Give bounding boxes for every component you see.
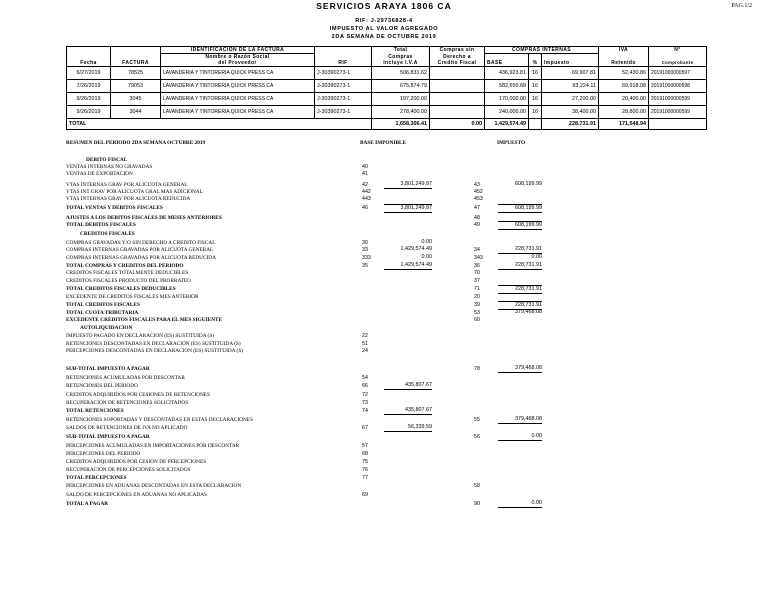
summary-line-code: 442 <box>362 189 371 195</box>
summary-line-label: CREDITOS FISCALES PRODUCTO DEL PRORRATEO <box>66 278 191 284</box>
cell-impuesto: 93,224.11 <box>542 80 599 93</box>
summary-line-label: COMPRAS GRAVADAS Y/O SIN DERECHO A CREDITO FISCAL <box>66 240 216 246</box>
cell-rif: J-30390273-1 <box>315 93 372 106</box>
header-rif: RIF <box>315 60 372 67</box>
summary-line-label: AJUSTES A LOS DEBITOS FISCALES DE MESES ANTERIORES <box>66 215 222 221</box>
summary-line-code2: 58 <box>474 483 480 489</box>
summary-line-code: 54 <box>362 375 368 381</box>
summary-line-label: VENTAS INTERNAS NO GRAVADAS <box>66 164 153 170</box>
summary-line-label: TOTAL PERCEPCIONES <box>66 475 127 481</box>
summary-line-label: PERCEPCIONES DESCONTADAS EN DECLARACION (ES) SUSTITUIDA (S) <box>66 348 244 354</box>
summary-line-code2: 452 <box>474 189 483 195</box>
cell-pct: 16 <box>529 67 542 80</box>
summary-line-code: 35 <box>362 263 368 269</box>
summary-line-impuesto: 608,199.99 <box>515 181 542 187</box>
summary-line-code: 443 <box>362 196 371 202</box>
rif-line: RIF: J-29736828-4 <box>355 18 413 24</box>
header-proveedor: del Proveedor <box>161 60 315 67</box>
cell-base: 582,650.68 <box>485 80 529 93</box>
summary-line-code: 30 <box>362 240 368 246</box>
summary-line-label: SALDOS DE RETENCIONES DE IVA NO APLICADO <box>66 425 188 431</box>
summary-line-label: TOTAL RETENCIONES <box>66 408 124 414</box>
summary-line-label: PERCEPCIONES ACUMULADAS EN IMPORTACIONES POR DESCONTAR <box>66 443 240 449</box>
summary-line-impuesto: 608,199.99 <box>498 221 542 230</box>
summary-line-label: RETENCIONES DESCONTADAS EN DECLARACION (ES) SUSTITUIDA (S) <box>66 341 241 347</box>
totals-row <box>67 119 707 130</box>
summary-line-impuesto: 228,731.91 <box>498 262 542 270</box>
cell-fecha: 9/26/2019 <box>67 106 111 119</box>
summary-line-code2: 60 <box>474 317 480 323</box>
cell-proveedor: LAVANDERIA Y TINTORERIA QUICK PRESS CA <box>161 93 315 106</box>
cell-fecha: 6/27/2019 <box>67 67 111 80</box>
header-derecho: Derecho a <box>430 54 485 61</box>
report-period: 2DA SEMANA DE OCTUBRE 2019 <box>331 34 437 40</box>
cell-retenido: 69,918.08 <box>599 80 649 93</box>
summary-line-code2: 56 <box>474 434 480 440</box>
header-incluye: incluye I.V.A <box>372 60 430 67</box>
header-base: BASE <box>485 60 529 67</box>
cell-fecha: 9/26/2019 <box>67 93 111 106</box>
header-num: N° <box>649 47 707 54</box>
summary-line-code: 57 <box>362 443 368 449</box>
summary-line-code2: 70 <box>474 270 480 276</box>
cell-retenido: 28,800.00 <box>599 106 649 119</box>
summary-line-label: COMPRAS INTERNAS GRAVADAS POR ALICUOTA GENERAL <box>66 247 214 253</box>
cell-rif: J-30390273-1 <box>315 67 372 80</box>
header-nombre: Nombre o Razón Social <box>161 54 315 61</box>
summary-line-code2: 20 <box>474 294 480 300</box>
summary-line-code: 40 <box>362 164 368 170</box>
header-impuesto: Impuesto <box>542 60 599 67</box>
summary-line-label: SALDO DE PERCEPCIONES EN ADUANAS NO APLICADAS <box>66 492 207 498</box>
cell-fecha: 7/26/2019 <box>67 80 111 93</box>
summary-title: RESUMEN DEL PERIODO 2DA SEMANA OCTUBRE 2019 <box>66 140 206 146</box>
summary-line-base: 3,801,249.97 <box>384 181 432 189</box>
summary-line-label: EXCEDENTE DE CREDITOS FISCALES MES ANTERIOR <box>66 294 199 300</box>
summary-line-label: TOTAL A PAGAR <box>66 501 109 507</box>
summary-line-code2: 78 <box>474 366 480 372</box>
summary-line-label: SUB-TOTAL IMPUESTO A PAGAR <box>66 434 150 440</box>
cell-retenido: 20,400.00 <box>599 93 649 106</box>
totals-sin-derecho: 0.00 <box>430 119 485 130</box>
cell-base: 170,000.00 <box>485 93 529 106</box>
cell-rif: J-30390273-1 <box>315 106 372 119</box>
summary-line-code2: 34 <box>474 247 480 253</box>
table-header-row-1 <box>67 47 707 54</box>
header-total: Total <box>372 47 430 54</box>
cell-comprobante: 20191000000598 <box>649 80 707 93</box>
cell-pct: 16 <box>529 80 542 93</box>
header-compras: Compras <box>372 54 430 61</box>
cell-retenido: 52,430.86 <box>599 67 649 80</box>
summary-line-label: RETENCIONES SOPORTADAS Y DESCONTADAS EN ESTAS DECLARACIONES <box>66 417 253 423</box>
summary-line-impuesto: 379,468.08 <box>515 309 542 315</box>
summary-line-label: EXCEDENTE CREDITOS FISCALES PARA EL MES SIGUIENTE <box>66 317 223 323</box>
summary-line-impuesto: 608,199.99 <box>498 204 542 213</box>
header-compras-sin: Compras sin <box>430 47 485 54</box>
summary-line-base: 0.00 <box>421 239 432 245</box>
cell-sin-derecho <box>430 80 485 93</box>
summary-line-label: TOTAL CREDITOS FISCALES <box>66 302 140 308</box>
summary-line-base: 1,429,574.49 <box>384 262 432 270</box>
header-retenido: Retenido <box>599 60 649 67</box>
cell-sin-derecho <box>430 106 485 119</box>
summary-line-code: 41 <box>362 171 368 177</box>
summary-line-code2: 55 <box>474 417 480 423</box>
summary-line-code: 77 <box>362 475 368 481</box>
header-compras-internas: COMPRAS INTERNAS <box>485 47 599 54</box>
summary-line-impuesto: 228,731.91 <box>498 246 542 254</box>
company-title: SERVICIOS ARAYA 1806 CA <box>316 1 452 11</box>
purchases-table <box>66 46 707 130</box>
summary-line-label: AUTOLIQUIDACION <box>80 325 133 331</box>
summary-line-code: 75 <box>362 459 368 465</box>
summary-line-label: SUB-TOTAL IMPUESTO A PAGAR <box>66 366 150 372</box>
summary-line-code2: 71 <box>474 286 480 292</box>
summary-line-label: TOTAL DEBITOS FISCALES <box>66 222 136 228</box>
cell-pct: 16 <box>529 93 542 106</box>
cell-factura: 78525 <box>111 67 161 80</box>
summary-line-code2: 43 <box>474 182 480 188</box>
summary-line-code: 68 <box>362 451 368 457</box>
summary-line-impuesto: 228,731.91 <box>498 285 542 294</box>
summary-line-code: 72 <box>362 392 368 398</box>
header-fecha: Fecha <box>67 60 111 67</box>
summary-line-impuesto: 0.00 <box>531 254 542 260</box>
summary-line-code: 66 <box>362 383 368 389</box>
summary-line-code2: 47 <box>474 205 480 211</box>
summary-line-code: 333 <box>362 255 371 261</box>
cell-impuesto: 38,400.00 <box>542 106 599 119</box>
cell-base: 240,000.00 <box>485 106 529 119</box>
cell-sin-derecho <box>430 93 485 106</box>
cell-factura: 3045 <box>111 93 161 106</box>
report-subtitle: IMPUESTO AL VALOR AGREGADO <box>329 26 439 32</box>
table-row <box>67 67 707 80</box>
summary-line-impuesto: 379,468.08 <box>498 416 542 424</box>
cell-pct: 16 <box>529 106 542 119</box>
summary-line-label: VTAS INT GRAV POR ALICUOTA GRAL MAS ADICIONAL <box>66 189 203 195</box>
table-row <box>67 80 707 93</box>
summary-line-code: 69 <box>362 492 368 498</box>
cell-total: 675,874.79 <box>372 80 430 93</box>
cell-factura: 79053 <box>111 80 161 93</box>
summary-line-label: COMPRAS INTERNAS GRAVADAS POR ALICUOTA REDUCIDA <box>66 255 216 261</box>
totals-base: 1,429,574.49 <box>485 119 529 130</box>
summary-line-label: PERCEPCIONES DEL PERIODO <box>66 451 141 457</box>
table-row <box>67 93 707 106</box>
summary-line-code2: 343 <box>474 255 483 261</box>
summary-line-code2: 49 <box>474 222 480 228</box>
cell-base: 436,923.81 <box>485 67 529 80</box>
summary-line-label: TOTAL COMPRAS Y CREDITOS DEL PERIODO <box>66 263 184 269</box>
summary-line-label: TOTAL CUOTA TRIBUTARIA <box>66 310 139 316</box>
summary-line-impuesto: 228,731.91 <box>498 301 542 310</box>
summary-line-code: 42 <box>362 182 368 188</box>
summary-line-label: PERCEPCIONES EN ADUANAS DESCONTADAS EN ESTA DECLARACION <box>66 483 242 489</box>
summary-line-code2: 453 <box>474 196 483 202</box>
summary-col-base: BASE IMPONIBLE <box>360 140 407 146</box>
cell-sin-derecho <box>430 67 485 80</box>
summary-line-label: VTAS INTERNAS GRAV POR ALICUOTA GENERAL <box>66 182 188 188</box>
summary-line-code2: 37 <box>474 278 480 284</box>
summary-line-label: CREDITOS FISCALES <box>80 231 135 237</box>
summary-line-code2: 48 <box>474 215 480 221</box>
summary-line-label: CREDITOS FISCALES TOTALMENTE DEDUCIBLES <box>66 270 189 276</box>
summary-line-label: CREDITOS ADQUIRIDOS POR CESION DE PERCEPCIONES <box>66 459 207 465</box>
cell-comprobante: 20191000000599 <box>649 93 707 106</box>
summary-line-code2: 90 <box>474 501 480 507</box>
cell-comprobante: 20191000000597 <box>649 67 707 80</box>
totals-impuesto: 228,731.91 <box>542 119 599 130</box>
summary-line-label: VENTAS DE EXPORTACION <box>66 171 133 177</box>
summary-line-impuesto: 0.00 <box>498 433 542 441</box>
cell-comprobante: 20191000000599 <box>649 106 707 119</box>
table-row <box>67 106 707 119</box>
summary-line-label: RECUPERACION DE RETENCIONES SOLICITADOS <box>66 400 189 406</box>
summary-line-code: 22 <box>362 333 368 339</box>
summary-line-code: 74 <box>362 408 368 414</box>
header-id-factura: IDENTIFICACION DE LA FACTURA <box>161 47 315 54</box>
summary-line-label: RECUPERACION DE PERCEPCIONES SOLICITADOS <box>66 467 191 473</box>
header-iva: IVA <box>599 47 649 54</box>
summary-line-code: 73 <box>362 400 368 406</box>
summary-line-base: 435,807.67 <box>384 407 432 415</box>
cell-proveedor: LAVANDERIA Y TINTORERIA QUICK PRESS CA <box>161 106 315 119</box>
cell-total: 278,400.00 <box>372 106 430 119</box>
cell-total: 506,831.62 <box>372 67 430 80</box>
summary-line-code2: 53 <box>474 310 480 316</box>
cell-proveedor: LAVANDERIA Y TINTORERIA QUICK PRESS CA <box>161 80 315 93</box>
summary-line-base: 56,339.59 <box>384 424 432 432</box>
summary-line-base: 0.00 <box>421 254 432 260</box>
summary-line-code2: 39 <box>474 302 480 308</box>
summary-line-code: 51 <box>362 341 368 347</box>
summary-line-label: CREDITOS ADQUIRIDOS POR CESIONES DE RETENCIONES <box>66 392 210 398</box>
summary-line-impuesto: 379,468.08 <box>498 365 542 373</box>
cell-factura: 3044 <box>111 106 161 119</box>
cell-total: 197,200.00 <box>372 93 430 106</box>
summary-line-label: RETENCIONES ACUMULADAS POR DESCONTAR <box>66 375 185 381</box>
summary-line-code2: 36 <box>474 263 480 269</box>
summary-line-base: 3,801,249.97 <box>384 204 432 213</box>
header-comprobante: Comprobante <box>649 60 707 67</box>
summary-line-label: IMPUESTO PAGADO EN DECLARACION (ES) SUSTITUIDA (S) <box>66 333 215 339</box>
totals-label: TOTAL <box>67 119 372 130</box>
summary-line-code: 46 <box>362 205 368 211</box>
summary-line-label: TOTAL VENTAS Y DEBITOS FISCALES <box>66 205 163 211</box>
totals-retenido: 171,548.94 <box>599 119 649 130</box>
header-credito: Credito Fiscal <box>430 60 485 67</box>
summary-line-label: DEBITO FISCAL <box>86 157 128 163</box>
summary-line-base: 435,807.67 <box>384 382 432 390</box>
header-factura: FACTURA <box>111 60 161 67</box>
cell-proveedor: LAVANDERIA Y TINTORERIA QUICK PRESS CA <box>161 67 315 80</box>
summary-line-label: TOTAL CREDITOS FISCALES DEDUCIBLES <box>66 286 176 292</box>
summary-line-code: 67 <box>362 425 368 431</box>
summary-line-code: 33 <box>362 247 368 253</box>
cell-impuesto: 69,907.81 <box>542 67 599 80</box>
summary-line-impuesto: 0.00 <box>498 500 542 508</box>
header-pct: % <box>529 60 542 67</box>
summary-line-code: 76 <box>362 467 368 473</box>
summary-col-impuesto: IMPUESTO <box>497 140 526 146</box>
cell-rif: J-30390273-1 <box>315 80 372 93</box>
summary-line-base: 1,429,574.49 <box>400 246 432 252</box>
page-number: PAG.1/2 <box>731 3 752 9</box>
summary-line-label: VTAS INTERNAS GRAV POR ALICUOTA REDUCIDA <box>66 196 191 202</box>
totals-total: 1,658,306.41 <box>372 119 430 130</box>
summary-line-label: RETENCIONES DEL PERIODO <box>66 383 138 389</box>
summary-line-code: 24 <box>362 348 368 354</box>
cell-impuesto: 27,200.00 <box>542 93 599 106</box>
